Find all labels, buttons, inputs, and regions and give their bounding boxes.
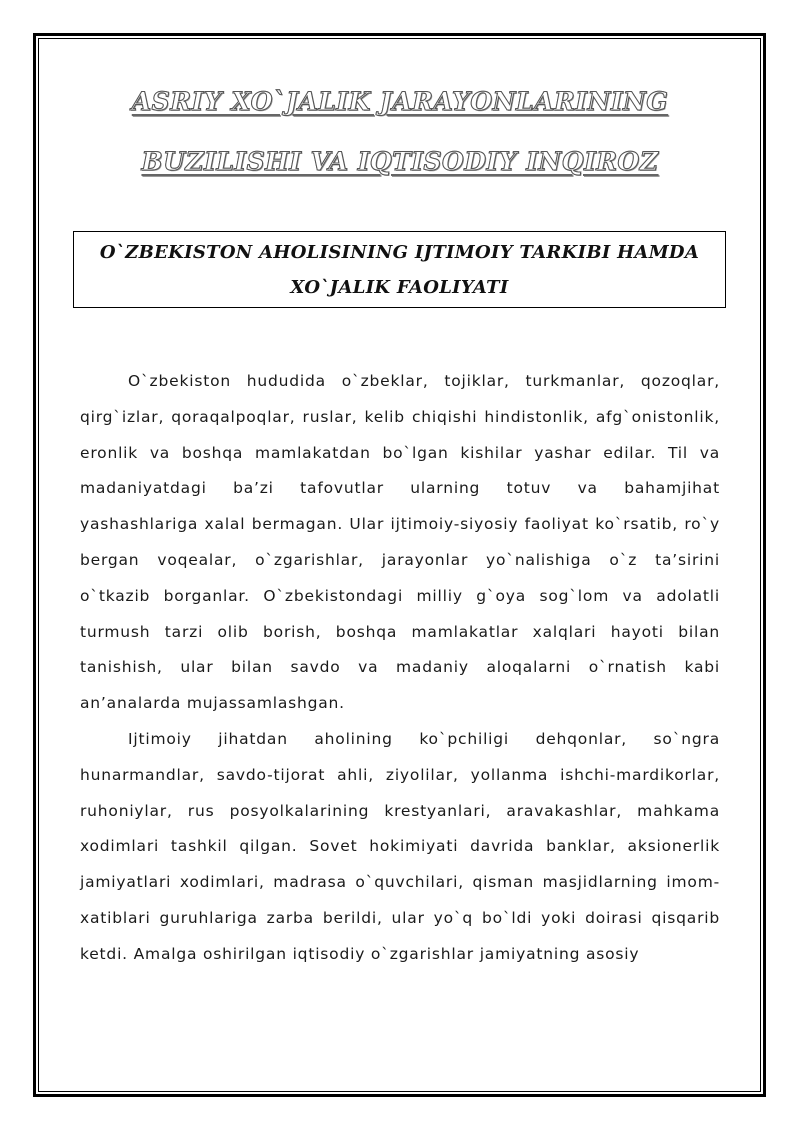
- section-heading-line-2: XO`JALIK FAOLIYATI: [290, 277, 509, 298]
- section-heading-box: [73, 231, 726, 308]
- section-heading-line-1: O`ZBEKISTON AHOLISINING IJTIMOIY TARKIBI HAMDA: [99, 242, 700, 263]
- paragraph-2: Ijtimoiy jihatdan aholining ko`pchiligi dehqonlar, so`ngra hunarmandlar, savdo-tijorat ahli, ziyolilar, yollanma ishchi-mardikorlar, ruhoniylar, rus posyolkalarining krestyanlari, aravakashlar, mahkama xodimlari tashkil qilgan. Sovet hokimiyati davrida banklar, aksionerlik jamiyatlari xodimlari, madrasa o`quvchilari, qisman masjidlarning imom-xatiblari guruhlariga zarba berildi, ular yo`q bo`ldi yoki doirasi qisqarib ketdi. Amalga oshirilgan iqtisodiy o`zgarishlar jamiyatning asosiy: [80, 729, 720, 963]
- paragraph-1: O`zbekiston hududida o`zbeklar, tojiklar, turkmanlar, qozoqlar, qirg`izlar, qoraqalpoqlar, ruslar, kelib chiqishi hindistonlik, afg`onistonlik, eronlik va boshqa mamlakatdan bo`lgan kishilar yashar edilar. Til va madaniyatdagi ba’zi tafovutlar ularning totuv va bahamjihat yashashlariga xalal bermagan. Ular ijtimoiy-siyosiy faoliyat ko`rsatib, ro`y bergan voqealar, o`zgarishlar, jarayonlar yo`nalishiga o`z ta’sirini o`tkazib borganlar. O`zbekistondagi milliy g`oya sog`lom va adolatli turmush tarzi olib borish, boshqa mamlakatlar xalqlari hayoti bilan tanishish, ular bilan savdo va madaniy aloqalarni o`rnatish kabi an’analarda mujassamlashgan.: [80, 372, 720, 713]
- document-title: [60, 72, 740, 192]
- body-text: [80, 364, 720, 973]
- document-title-line-1: ASRIY XO`JALIK JARAYONLARINING: [131, 87, 669, 116]
- document-title-line-2: BUZILISHI VA IQTISODIY INQIROZ: [141, 147, 659, 176]
